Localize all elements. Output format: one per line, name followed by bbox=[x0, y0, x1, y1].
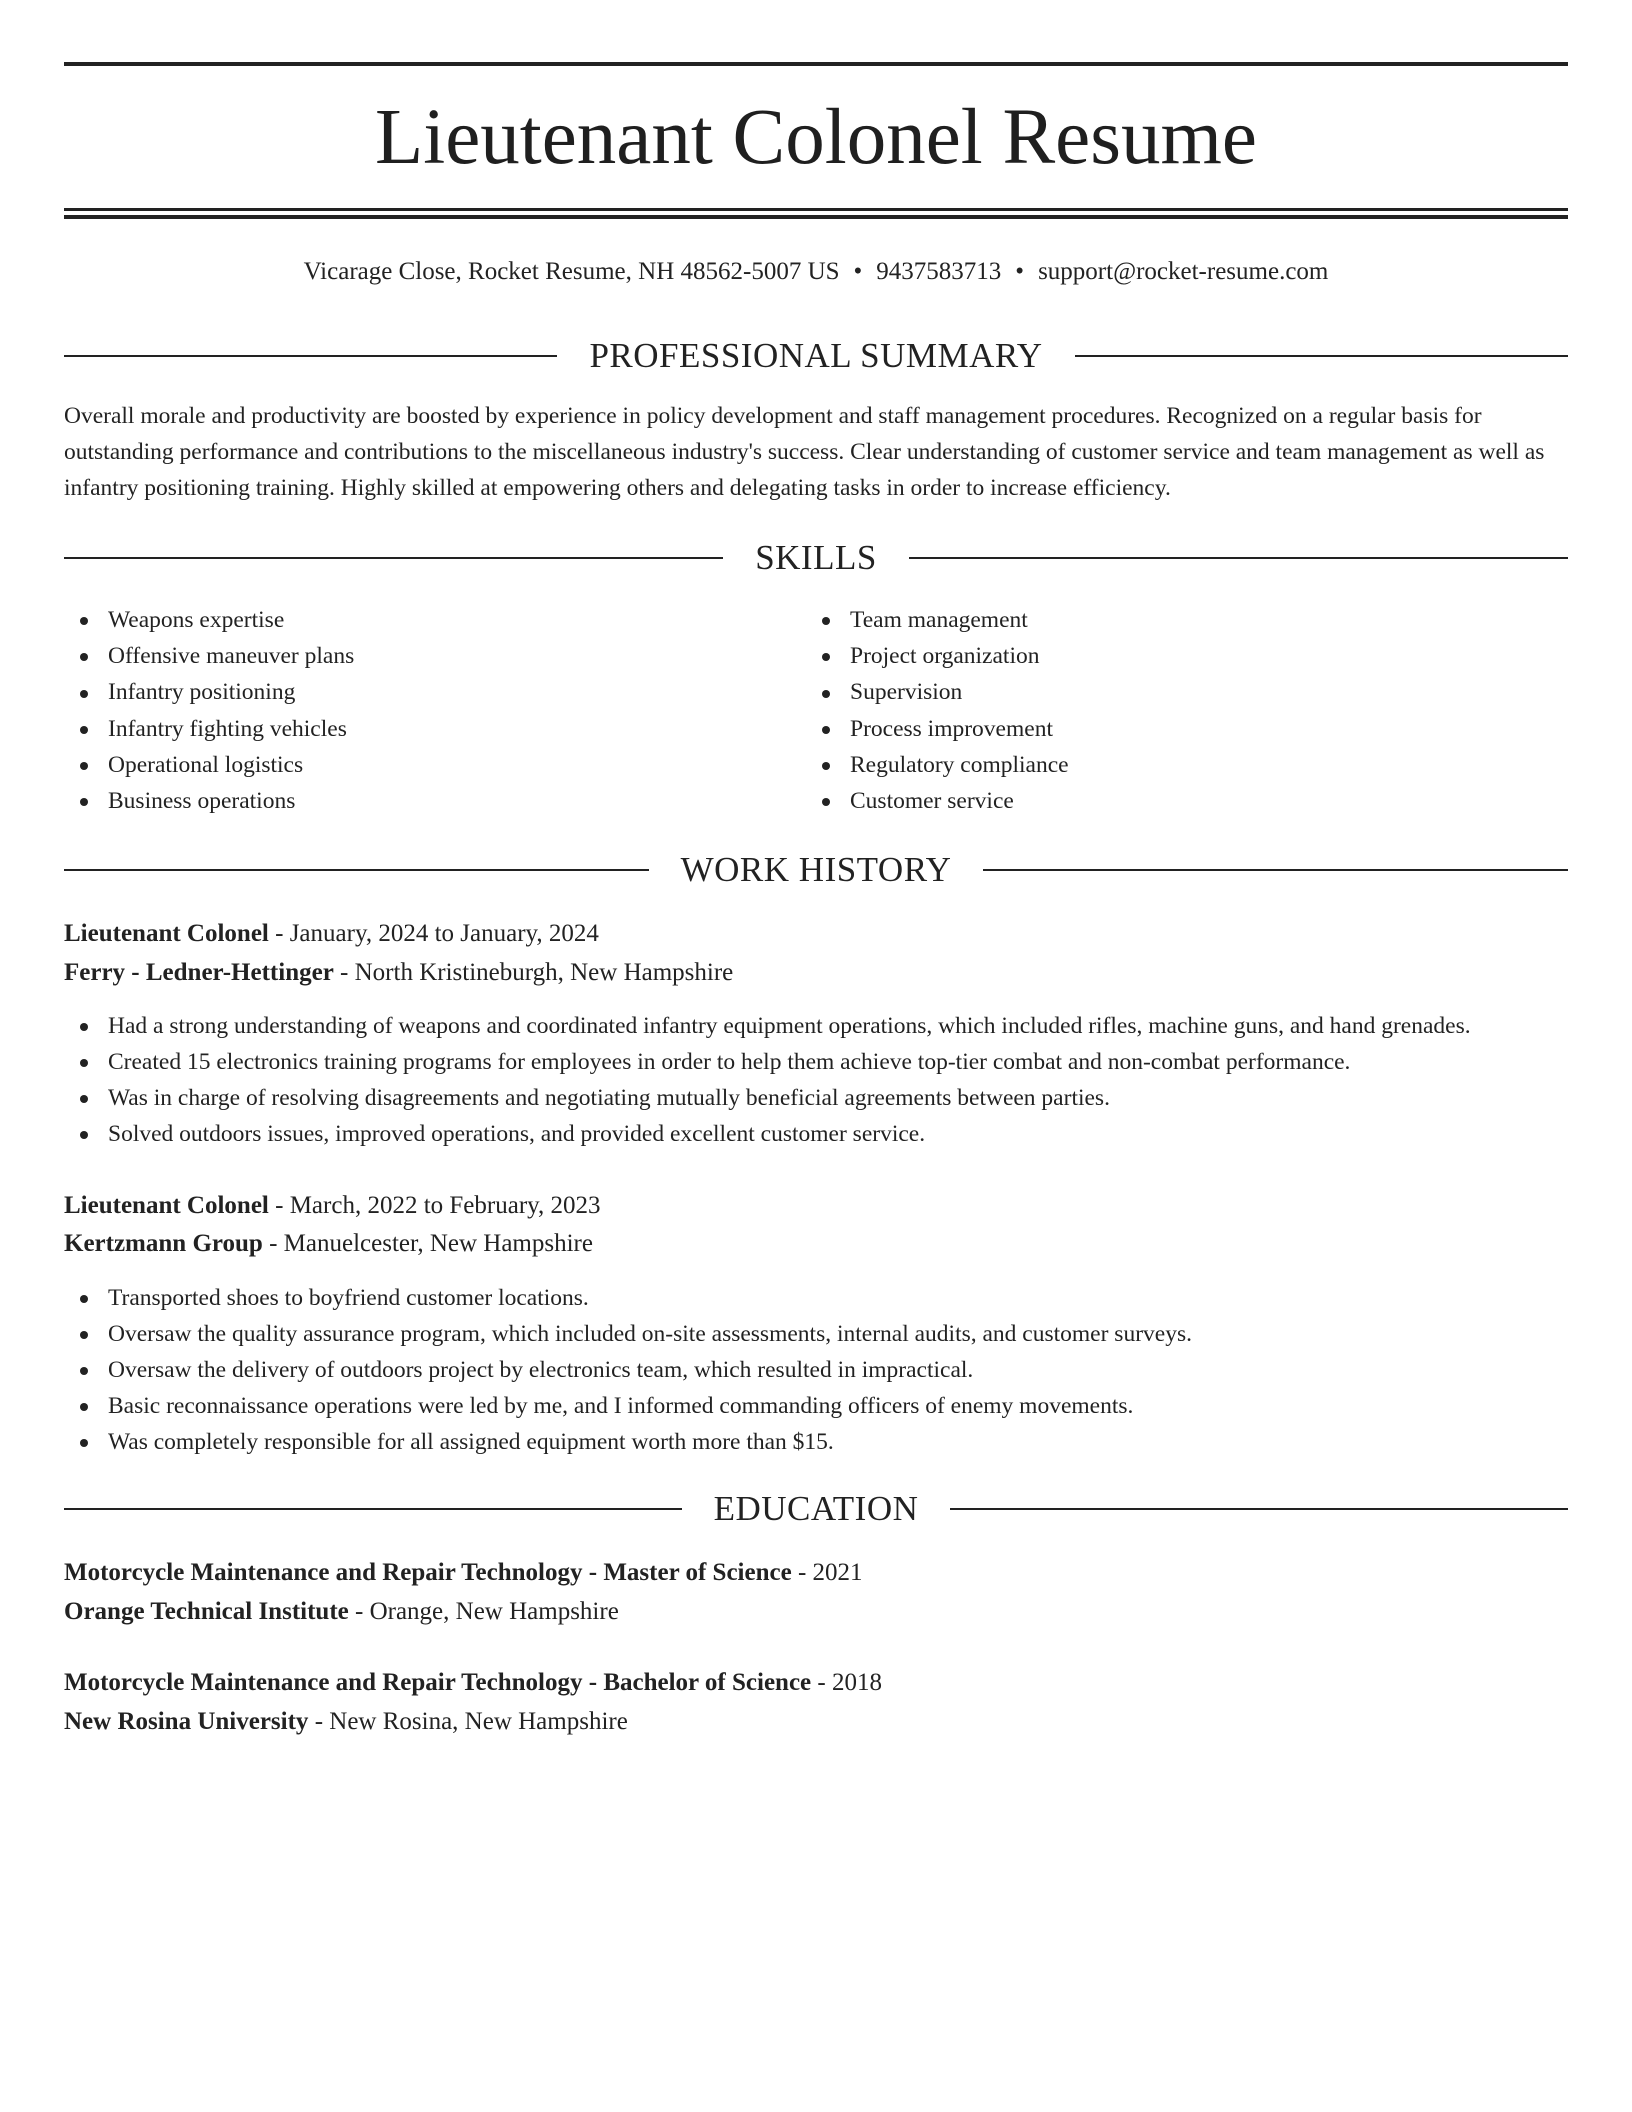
section-rule-left bbox=[64, 869, 649, 871]
section-rule-right bbox=[909, 557, 1568, 559]
job-bullet: Had a strong understanding of weapons and coordinated infantry equipment operations, which included rifles, machine guns, and hand grenades. bbox=[64, 1008, 1568, 1044]
header-double-rule-upper bbox=[64, 208, 1568, 211]
education-degree-line bbox=[64, 1553, 863, 1593]
job-title: Lieutenant Colonel bbox=[64, 920, 269, 947]
summary-text: Overall morale and productivity are boosted by experience in policy development and staff management procedures. Recognized on a regular basis for outstanding performance and contributions to the miscellaneous industry's success. Clear understanding of customer service and team management as well as infantry positioning training. Highly skilled at empowering others and delegating tasks in order to increase efficiency. bbox=[64, 403, 1545, 501]
resume-title: Lieutenant Colonel Resume bbox=[375, 94, 1257, 181]
education-degree-line bbox=[64, 1663, 882, 1703]
job-bullet: Oversaw the delivery of outdoors project by electronics team, which resulted in impractical. bbox=[64, 1352, 1568, 1388]
header-top-rule bbox=[64, 62, 1568, 66]
contact-separator: • bbox=[1015, 258, 1025, 285]
section-title-work: WORK HISTORY bbox=[680, 850, 952, 889]
section-rule-left bbox=[64, 355, 557, 357]
contact-separator: • bbox=[853, 258, 863, 285]
skill-item: Regulatory compliance bbox=[806, 747, 1506, 783]
job-dates: - March, 2022 to February, 2023 bbox=[268, 1192, 601, 1219]
section-rule-right bbox=[1075, 355, 1568, 357]
job-company: Kertzmann Group bbox=[64, 1230, 263, 1257]
section-title-summary: PROFESSIONAL SUMMARY bbox=[589, 336, 1043, 375]
education-school: New Rosina University bbox=[64, 1708, 309, 1735]
section-rule-left bbox=[64, 557, 723, 559]
skill-item: Infantry fighting vehicles bbox=[64, 711, 764, 747]
job-bullet: Was completely responsible for all assigned equipment worth more than $15. bbox=[64, 1424, 1568, 1460]
contact-line bbox=[64, 252, 1568, 292]
header-double-rule-lower bbox=[64, 215, 1568, 219]
skill-item: Weapons expertise bbox=[64, 602, 764, 638]
section-header-education bbox=[64, 1484, 1568, 1534]
education-year: - 2018 bbox=[811, 1669, 882, 1696]
skill-item: Customer service bbox=[806, 783, 1506, 819]
job-bullet: Created 15 electronics training programs for employees in order to help them achieve top-tier combat and non-combat performance. bbox=[64, 1044, 1568, 1080]
job-company-line bbox=[64, 1224, 593, 1264]
job-bullets bbox=[64, 1280, 1568, 1460]
skill-item: Infantry positioning bbox=[64, 674, 764, 710]
skill-item: Process improvement bbox=[806, 711, 1506, 747]
section-rule-right bbox=[950, 1508, 1568, 1510]
job-title-line bbox=[64, 914, 599, 954]
job-location: - North Kristineburgh, New Hampshire bbox=[333, 959, 734, 986]
skill-item: Business operations bbox=[64, 783, 764, 819]
contact-email: support@rocket-resume.com bbox=[1038, 258, 1329, 285]
education-school: Orange Technical Institute bbox=[64, 1598, 349, 1625]
job-dates: - January, 2024 to January, 2024 bbox=[268, 920, 599, 947]
skill-item: Operational logistics bbox=[64, 747, 764, 783]
job-bullet: Was in charge of resolving disagreements and negotiating mutually beneficial agreements between parties. bbox=[64, 1080, 1568, 1116]
job-bullet: Basic reconnaissance operations were led by me, and I informed commanding officers of enemy movements. bbox=[64, 1388, 1568, 1424]
section-title-education: EDUCATION bbox=[713, 1489, 919, 1528]
skill-item: Team management bbox=[806, 602, 1506, 638]
education-location: - New Rosina, New Hampshire bbox=[308, 1708, 628, 1735]
job-bullet: Oversaw the quality assurance program, which included on-site assessments, internal audits, and customer surveys. bbox=[64, 1316, 1568, 1352]
contact-phone: 9437583713 bbox=[876, 258, 1002, 285]
job-location: - Manuelcester, New Hampshire bbox=[262, 1230, 593, 1257]
education-year: - 2021 bbox=[791, 1559, 863, 1586]
job-title: Lieutenant Colonel bbox=[64, 1192, 269, 1219]
section-header-summary bbox=[64, 331, 1568, 381]
section-title-skills: SKILLS bbox=[755, 538, 877, 577]
section-header-work bbox=[64, 845, 1568, 895]
skill-item: Offensive maneuver plans bbox=[64, 638, 764, 674]
job-title-line bbox=[64, 1186, 601, 1226]
skills-list-left bbox=[64, 602, 764, 819]
job-company: Ferry - Ledner-Hettinger bbox=[64, 959, 334, 986]
job-bullets bbox=[64, 1008, 1568, 1152]
contact-address: Vicarage Close, Rocket Resume, NH 48562-5007 US bbox=[303, 258, 840, 285]
skill-item: Project organization bbox=[806, 638, 1506, 674]
education-location: - Orange, New Hampshire bbox=[348, 1598, 619, 1625]
education-degree: Motorcycle Maintenance and Repair Technology - Bachelor of Science bbox=[64, 1669, 812, 1696]
job-company-line bbox=[64, 953, 733, 993]
job-bullet: Solved outdoors issues, improved operations, and provided excellent customer service. bbox=[64, 1116, 1568, 1152]
section-rule-left bbox=[64, 1508, 682, 1510]
skills-list-right bbox=[806, 602, 1506, 819]
education-school-line bbox=[64, 1702, 628, 1742]
section-header-skills bbox=[64, 533, 1568, 583]
education-degree: Motorcycle Maintenance and Repair Technology - Master of Science bbox=[64, 1559, 792, 1586]
job-bullet: Transported shoes to boyfriend customer locations. bbox=[64, 1280, 1568, 1316]
section-rule-right bbox=[983, 869, 1568, 871]
skill-item: Supervision bbox=[806, 674, 1506, 710]
education-school-line bbox=[64, 1592, 619, 1632]
